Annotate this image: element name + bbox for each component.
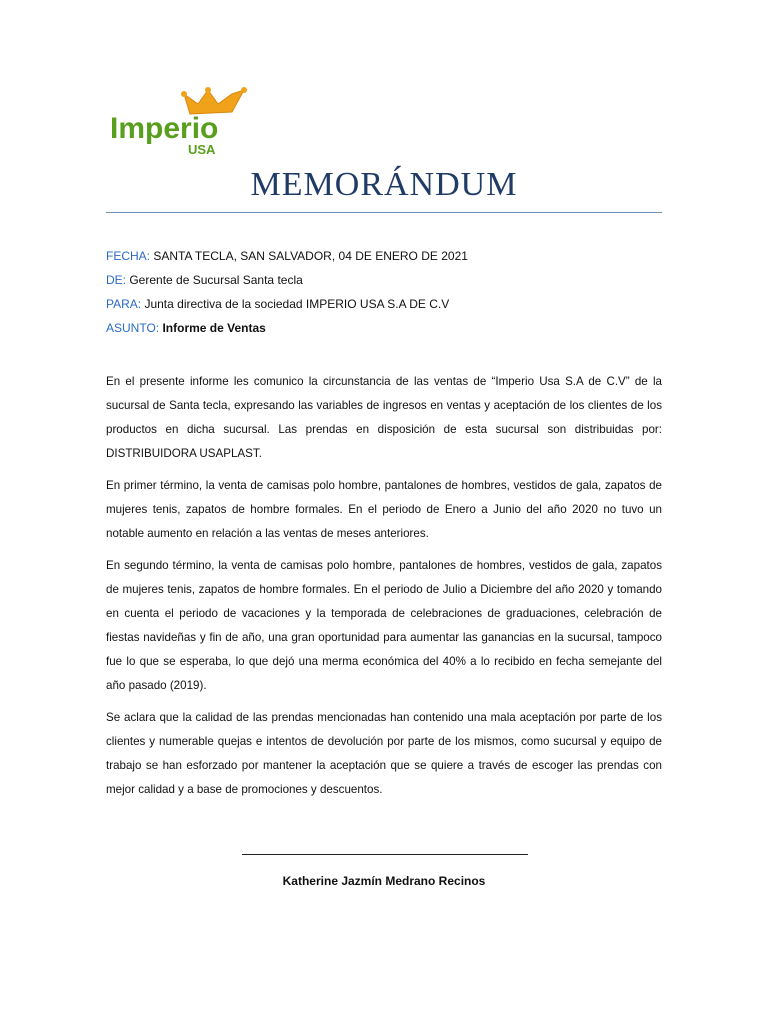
field-para-value: Junta directiva de la sociedad IMPERIO USA S.A DE C.V — [141, 297, 450, 311]
field-para — [106, 298, 666, 322]
memo-header-fields — [106, 250, 666, 346]
field-de-label: DE: — [106, 273, 127, 287]
logo-wordmark: Imperio — [110, 112, 219, 145]
title-divider — [106, 212, 662, 213]
page-title: MEMORÁNDUM — [250, 166, 518, 203]
field-asunto-label: ASUNTO: — [106, 321, 160, 335]
field-de — [106, 274, 666, 298]
field-fecha — [106, 250, 666, 274]
field-fecha-value: SANTA TECLA, SAN SALVADOR, 04 DE ENERO DE 2021 — [150, 249, 468, 263]
field-para-label: PARA: — [106, 297, 142, 311]
body-paragraph: En primer término, la venta de camisas polo hombre, pantalones de hombres, vestidos de gala, zapatos de mujeres tenis, zapatos de hombre formales. En el periodo de Enero a Junio del año 2020 no tuvo un notable aumento en relación a las ventas de meses anteriores. — [106, 479, 662, 540]
body-paragraph: En segundo término, la venta de camisas polo hombre, pantalones de hombres, vestidos de gala, zapatos de mujeres tenis, zapatos de hombre formales. En el periodo de Julio a Diciembre del año 2020 y tomando en cuenta el periodo de vacaciones y la temporada de celebraciones de graduaciones, celebración de fiestas navideñas y fin de año, una gran oportunidad para aumentar las ganancias en la sucursal, tampoco fue lo que se esperaba, lo que dejó una merma económica del 40% a lo recibido en fecha semejante del año pasado (2019). — [106, 559, 662, 692]
memo-body — [106, 370, 662, 810]
signature-line — [242, 854, 528, 855]
body-paragraph: Se aclara que la calidad de las prendas mencionadas han contenido una mala aceptación por parte de los clientes y numerable quejas e intentos de devolución por parte de los mismos, como sucursal y equipo de trabajo se han esforzado por mantener la aceptación que se quiere a través de escoger las prendas con mejor calidad y a base de promociones y descuentos. — [106, 711, 662, 796]
body-paragraph: En el presente informe les comunico la circunstancia de las ventas de “Imperio Usa S.A de C.V” de la sucursal de Santa tecla, expresando las variables de ingresos en ventas y aceptación de los clientes de los productos en dicha sucursal. Las prendas en disposición de esta sucursal son distribuidas por: DISTRIBUIDORA USAPLAST. — [106, 375, 662, 460]
company-logo — [104, 86, 254, 160]
field-asunto — [106, 322, 666, 346]
logo-subtext: USA — [188, 142, 216, 157]
field-asunto-value: Informe de Ventas — [159, 321, 266, 335]
field-de-value: Gerente de Sucursal Santa tecla — [126, 273, 303, 287]
crown-icon — [104, 86, 254, 160]
field-fecha-label: FECHA: — [106, 249, 151, 263]
signature-name: Katherine Jazmín Medrano Recinos — [282, 874, 486, 888]
